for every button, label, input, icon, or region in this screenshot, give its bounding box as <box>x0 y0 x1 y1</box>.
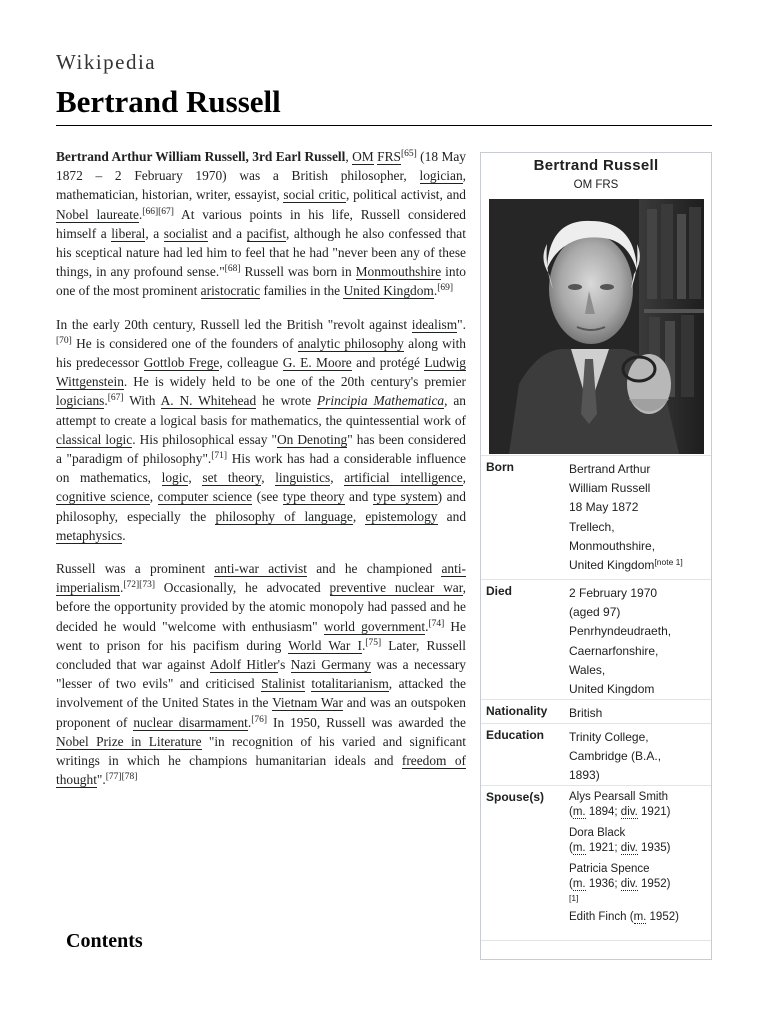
article-link[interactable]: G. E. Moore <box>282 355 352 371</box>
text-run: , <box>352 508 366 524</box>
text-run: families in the <box>260 283 344 299</box>
article-link[interactable]: logician <box>419 168 463 184</box>
text-run: along with his predecessor <box>56 335 466 371</box>
text-run: . <box>433 283 438 299</box>
text-run: , an attempt to create a logical basis for mathematics, the quintessential work of <box>56 393 467 428</box>
citation-link[interactable]: [70] <box>56 335 72 346</box>
citation-link[interactable]: [69] <box>437 283 454 294</box>
article-link[interactable]: type theory <box>282 489 345 505</box>
text-run: In 1950, Russell was awarded the <box>267 714 466 730</box>
text-run: , a <box>145 225 164 241</box>
text-run: , attacked the involvement of the United States in the <box>56 676 466 711</box>
spouse-name: Edith Finch ( <box>569 911 634 923</box>
text-run: He is considered one of the founders of <box>71 335 298 351</box>
nationality-value: British <box>569 706 603 720</box>
text-run: and was an outspoken proponent of <box>56 695 466 730</box>
spouses-value <box>569 790 707 925</box>
article-link[interactable]: world government <box>323 618 426 634</box>
infobox-row-empty <box>481 940 711 961</box>
text-run: , <box>462 470 467 486</box>
education-value <box>569 728 707 786</box>
married-abbr[interactable]: m. <box>572 878 586 890</box>
article-link[interactable]: classical logic <box>56 431 133 447</box>
article-link[interactable]: anti-war activist <box>214 561 307 577</box>
married-abbr[interactable]: m. <box>633 911 647 923</box>
text-run: . <box>122 527 126 543</box>
citation-link[interactable]: [74] <box>428 618 445 629</box>
text-run: ". <box>457 316 466 332</box>
infobox-name: Bertrand Russell <box>533 157 659 174</box>
text-run: . <box>425 618 429 634</box>
text-run: "in recognition of his varied and significant writings in which he champions humanitarian ideals and <box>56 733 466 769</box>
article-link[interactable]: anti-imperialism <box>56 561 467 596</box>
article-link[interactable]: Monmouthshire <box>355 264 442 280</box>
infobox-row-died <box>481 579 711 700</box>
text-run: , <box>261 470 276 486</box>
married-year: 1936; <box>585 878 621 890</box>
married-abbr[interactable]: m. <box>572 842 586 854</box>
born-line: Bertrand Arthur <box>569 462 651 476</box>
text-run: With <box>123 393 161 409</box>
portrait-photo-icon <box>489 199 704 454</box>
text-run: Occasionally, he advocated <box>154 580 330 596</box>
infobox-row-nationality <box>481 699 711 724</box>
text-run: . <box>104 393 108 409</box>
citation-link[interactable]: [67] <box>107 393 124 404</box>
divorced-year: 1952) <box>637 878 671 890</box>
died-line: Caernarfonshire, <box>569 643 659 658</box>
text-run: (see <box>252 489 283 505</box>
title-divider <box>56 125 712 126</box>
education-line: 1893) <box>569 768 600 783</box>
married-abbr[interactable]: m. <box>572 806 586 818</box>
text-run: and protégé <box>351 355 425 371</box>
infobox-row-born <box>481 455 711 580</box>
article-link[interactable]: set theory <box>202 470 262 486</box>
text-run: . <box>119 580 124 596</box>
article-link[interactable]: social critic <box>283 187 346 203</box>
text-run: Russell was born in <box>240 264 356 280</box>
article-link[interactable]: Adolf Hitler <box>209 657 278 673</box>
article-link[interactable]: logicians <box>56 393 105 409</box>
infobox-row-education <box>481 723 711 786</box>
paragraph-intro <box>56 147 466 301</box>
died-line: United Kingdom <box>569 682 655 697</box>
infobox <box>480 152 712 960</box>
text-run: His work has had a considerable influence on mathematics, <box>56 451 466 486</box>
article-link[interactable]: nuclear disarmament <box>133 714 248 730</box>
spouse-name: Alys Pearsall Smith <box>569 791 669 803</box>
text-run: ". <box>96 772 106 788</box>
died-label: Died <box>486 584 513 598</box>
text-run: , colleague <box>219 355 283 371</box>
spouse-entry: Patricia Spence (m. 1936; div. 1952) [1] <box>569 862 707 904</box>
spouse-note-link[interactable]: [1] <box>569 893 579 903</box>
education-label: Education <box>486 728 545 742</box>
article-link[interactable]: A. N. Whitehead <box>160 393 257 409</box>
paragraph-philosophy <box>56 315 466 545</box>
born-line: Trellech, <box>569 519 615 534</box>
text-run: , <box>330 470 345 486</box>
citation-link[interactable]: [77][78] <box>105 772 138 783</box>
article-link[interactable]: Gottlob Frege <box>143 355 220 371</box>
married-year: 1894; <box>585 806 621 818</box>
article-link[interactable]: pacifist <box>246 225 286 241</box>
article-link[interactable]: idealism <box>411 316 458 332</box>
article-link[interactable]: preventive nuclear war <box>329 580 463 596</box>
text-run: , political activist, and <box>345 187 466 203</box>
divorced-abbr[interactable]: div. <box>620 806 638 818</box>
born-value <box>569 460 707 575</box>
divorced-year: 1921) <box>637 806 671 818</box>
education-line: Trinity College, <box>569 730 649 744</box>
citation-link[interactable]: [76] <box>251 714 268 725</box>
married-year: 1921; <box>585 842 621 854</box>
text-run: " has been considered a "paradigm of philosophy". <box>56 431 466 467</box>
married-year: 1952) <box>646 911 679 923</box>
text-run: At various points in his life, Russell considered himself a <box>56 206 466 241</box>
infobox-postnominals: OM FRS <box>573 179 619 191</box>
text-run: , mathematician, historian, writer, essayist, <box>56 168 466 203</box>
article-link[interactable]: epistemology <box>365 508 438 524</box>
text-run: , before the opportunity provided by the atomic monopoly had passed and he decided he would "welcome with enthusiasm" <box>56 580 466 634</box>
article-link[interactable]: OM <box>352 149 374 164</box>
text-run: . His philosophical essay " <box>132 431 277 447</box>
article-link[interactable]: analytic philosophy <box>297 335 404 351</box>
page-title: Bertrand Russell <box>56 84 281 119</box>
article-link[interactable]: aristocratic <box>200 283 261 299</box>
article-link[interactable]: socialist <box>163 225 208 241</box>
died-line: 2 February 1970 <box>569 586 658 600</box>
born-line: Monmouthshire, <box>569 538 656 553</box>
citation-link[interactable]: [71] <box>211 451 228 462</box>
died-line: (aged 97) <box>569 605 621 620</box>
citation-link[interactable]: [68] <box>224 264 241 275</box>
text-run: and <box>344 489 373 505</box>
text-run: , <box>345 149 353 164</box>
citation-link[interactable]: [65] <box>400 149 417 159</box>
text-run: He went to prison for his pacifism during <box>56 618 466 653</box>
article-link[interactable]: Stalinist <box>261 676 305 692</box>
portrait-image[interactable] <box>489 199 704 454</box>
article-link[interactable]: liberal <box>111 225 146 241</box>
text-run: into one of the most prominent <box>56 264 466 299</box>
article-link[interactable]: Vietnam War <box>272 695 343 711</box>
text-run: . <box>138 206 143 222</box>
text-run: he wrote <box>256 393 317 409</box>
text-run: and <box>437 508 467 524</box>
died-line: Wales, <box>569 662 606 677</box>
article-body <box>56 147 466 804</box>
divorced-year: 1935) <box>637 842 671 854</box>
article-link[interactable]: philosophy of language <box>215 508 353 524</box>
text-run: ) and philosophy, especially the <box>56 489 466 524</box>
spouses-label: Spouse(s) <box>486 790 545 804</box>
nationality-label: Nationality <box>486 704 548 718</box>
text-run: and he championed <box>306 561 442 577</box>
article-link[interactable]: freedom of thought <box>56 753 466 788</box>
spouse-entry: Dora Black (m. 1921; div. 1935) <box>569 826 707 856</box>
article-link[interactable]: Ludwig Wittgenstein <box>56 355 466 390</box>
article-link[interactable]: Nobel laureate <box>56 206 139 222</box>
article-link[interactable]: logic <box>161 470 189 486</box>
citation-link[interactable]: [72][73] <box>123 580 155 591</box>
article-link[interactable]: United Kingdom <box>343 283 434 299</box>
divorced-abbr[interactable]: div. <box>620 878 638 890</box>
spouse-entry <box>569 910 707 925</box>
born-line: William Russell <box>569 481 651 496</box>
text-run: Russell was a prominent <box>56 561 215 577</box>
article-link[interactable]: artificial intelligence <box>344 470 463 486</box>
paragraph-activism <box>56 559 466 789</box>
born-label: Born <box>486 460 514 474</box>
article-link[interactable]: metaphysics <box>56 527 123 543</box>
text-run: . <box>361 637 366 653</box>
citation-link[interactable]: [66][67] <box>142 206 174 217</box>
text-run: , <box>149 489 158 505</box>
born-line: United Kingdom <box>569 558 655 573</box>
article-link-italic[interactable]: Principia Mathematica <box>316 393 445 409</box>
divorced-abbr[interactable]: div. <box>620 842 638 854</box>
text-run: In the early 20th century, Russell led the British "revolt against <box>56 316 412 332</box>
spouse-name: Patricia Spence <box>569 863 650 875</box>
article-link[interactable]: linguistics <box>275 470 331 486</box>
text-run: 's <box>277 657 291 673</box>
text-run: (18 May 1872 – 2 February 1970) was a British philosopher, <box>56 149 466 184</box>
article-link[interactable]: cognitive science <box>56 489 150 505</box>
contents-heading: Contents <box>66 930 143 952</box>
bold-subject-name: Bertrand Arthur William Russell, 3rd Earl Russell <box>56 149 346 164</box>
died-line: Penrhyndeudraeth, <box>569 624 672 639</box>
spouse-entry: Alys Pearsall Smith (m. 1894; div. 1921) <box>569 790 707 820</box>
infobox-row-spouses <box>481 785 711 941</box>
text-run: Later, Russell concluded that war against <box>56 637 466 673</box>
text-run: and a <box>207 225 247 241</box>
article-link[interactable]: On Denoting <box>276 431 348 447</box>
citation-link[interactable]: [75] <box>365 637 382 648</box>
born-note-link[interactable]: [note 1] <box>654 557 683 568</box>
article-link[interactable]: computer science <box>157 489 253 505</box>
article-link[interactable]: Nazi Germany <box>290 657 372 673</box>
text-run: . <box>247 714 252 730</box>
article-link[interactable]: type system <box>372 489 438 505</box>
text-run: was a necessary "lesser of two evils" and criticised <box>56 657 466 692</box>
article-link[interactable]: totalitarianism <box>311 676 389 692</box>
born-line: 18 May 1872 <box>569 500 639 515</box>
text-run: , <box>188 470 203 486</box>
article-link[interactable]: FRS <box>377 149 401 164</box>
article-link[interactable]: Nobel Prize in Literature <box>56 733 202 749</box>
died-value <box>569 584 707 699</box>
text-run: . He is widely held to be one of the 20th century's premier <box>123 374 466 390</box>
education-line: Cambridge (B.A., <box>569 749 662 764</box>
spouse-name: Dora Black <box>569 827 626 839</box>
text-run: , although he also confessed that his sceptical nature had led him to feel that he had "never been any of these things, in any profound sense." <box>56 225 466 280</box>
article-link[interactable]: World War I <box>288 637 362 653</box>
wikipedia-logo[interactable]: Wikipedia <box>56 50 157 74</box>
